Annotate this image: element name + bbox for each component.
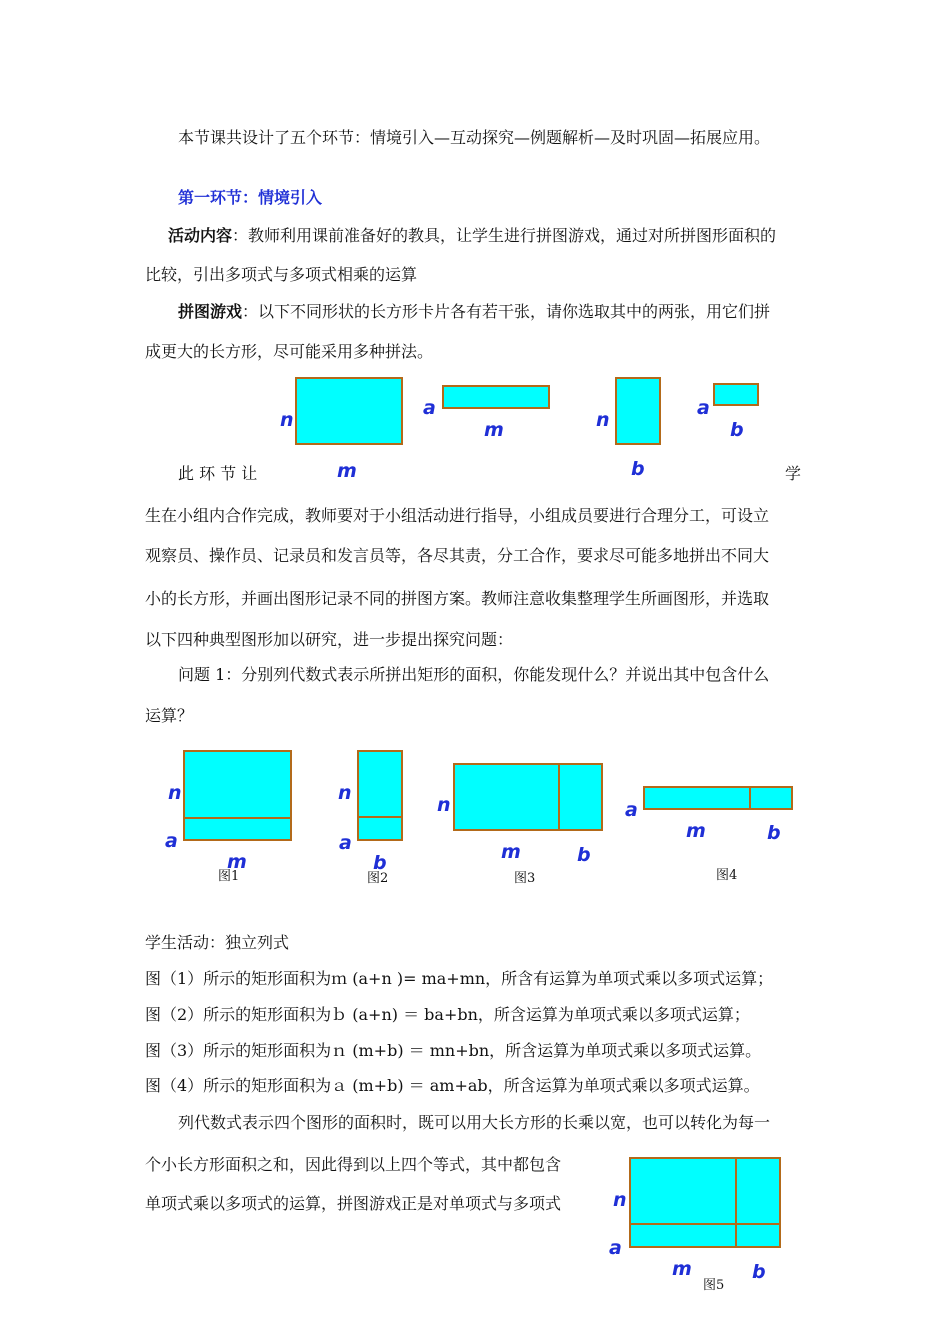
fig4-rect (643, 786, 793, 810)
equation-2: 图（2）所示的矩形面积为ｂ (a+n) ＝ ba+bn，所含运算为单项式乘以多项式运算； (145, 1005, 750, 1024)
activity-line-2: 比较，引出多项式与多项式相乘的运算 (145, 265, 418, 284)
card3-bottom-label: b (631, 458, 645, 480)
fig5-m-label: m (672, 1258, 692, 1280)
card-n-by-m (295, 377, 403, 445)
fig3-m-label: m (501, 841, 521, 863)
fig5-divider-h (629, 1223, 781, 1225)
fig3-n-label: n (437, 794, 451, 816)
card2-side-label: a (423, 397, 436, 419)
card1-side-label: n (280, 409, 294, 431)
fig2-rect (357, 750, 403, 841)
card-a-by-m (442, 385, 550, 409)
this-stage-left: 此 环 节 让 (178, 464, 258, 483)
game-text-1: ：以下不同形状的长方形卡片各有若干张，请你选取其中的两张，用它们拼 (242, 302, 771, 321)
fig3-rect (453, 763, 603, 831)
fig3-divider (558, 763, 560, 831)
card-n-by-b (615, 377, 661, 445)
student-activity: 学生活动：独立列式 (145, 933, 290, 952)
fig5-b-label: b (752, 1261, 766, 1283)
fig1-caption: 图1 (218, 869, 240, 884)
equation-1: 图（1）所示的矩形面积为ｍ (a+n )= ma+mn，所含有运算为单项式乘以多项式运算； (145, 969, 774, 988)
card-a-by-b (713, 383, 759, 406)
conclusion-line-3: 单项式乘以多项式的运算，拼图游戏正是对单项式与多项式 (145, 1194, 562, 1213)
conclusion-line-2: 个小长方形面积之和，因此得到以上四个等式，其中都包含 (145, 1155, 562, 1174)
activity-label: 活动内容 (168, 226, 233, 245)
fig4-a-label: a (625, 799, 638, 821)
question-1a: 问题 1：分别列代数式表示所拼出矩形的面积，你能发现什么？并说出其中包含什么 (178, 665, 770, 684)
activity-text-1: ：教师利用课前准备好的教具，让学生进行拼图游戏，通过对所拼图形面积的 (232, 226, 777, 245)
fig2-caption: 图2 (367, 871, 389, 886)
card2-bottom-label: m (484, 419, 504, 441)
game-label: 拼图游戏 (178, 302, 243, 321)
fig5-divider-v (735, 1157, 737, 1248)
fig3-b-label: b (577, 844, 591, 866)
group-line-4: 以下四种典型图形加以研究，进一步提出探究问题： (145, 630, 514, 649)
section1-title: 第一环节：情境引入 (178, 188, 323, 207)
group-line-2: 观察员、操作员、记录员和发言员等，各尽其责，分工合作，要求尽可能多地拼出不同大 (145, 546, 770, 565)
fig2-b-label: b (373, 852, 387, 874)
fig4-b-label: b (767, 822, 781, 844)
fig1-m-label: m (227, 851, 247, 873)
fig5-caption: 图5 (703, 1278, 725, 1293)
equation-4: 图（4）所示的矩形面积为ａ (m+b) ＝ am+ab，所含运算为单项式乘以多项式运算。 (145, 1076, 760, 1095)
card4-side-label: a (697, 397, 710, 419)
fig1-rect (183, 750, 292, 841)
fig1-a-label: a (165, 830, 178, 852)
fig4-m-label: m (686, 820, 706, 842)
group-line-1: 生在小组内合作完成，教师要对于小组活动进行指导，小组成员要进行合理分工，可设立 (145, 506, 770, 525)
fig2-divider (357, 816, 403, 818)
card3-side-label: n (596, 409, 610, 431)
card1-bottom-label: m (337, 460, 357, 482)
card4-bottom-label: b (730, 419, 744, 441)
group-line-3: 小的长方形，并画出图形记录不同的拼图方案。教师注意收集整理学生所画图形，并选取 (145, 589, 770, 608)
fig5-n-label: n (613, 1189, 627, 1211)
fig4-divider (749, 786, 751, 810)
game-line-2: 成更大的长方形，尽可能采用多种拼法。 (145, 342, 434, 361)
fig1-n-label: n (168, 782, 182, 804)
question-1b: 运算？ (145, 706, 194, 725)
game-line-1 (178, 302, 770, 322)
intro-paragraph: 本节课共设计了五个环节：情境引入—互动探究—例题解析—及时巩固—拓展应用。 (178, 128, 771, 147)
equation-3: 图（3）所示的矩形面积为ｎ (m+b) ＝ mn+bn，所含运算为单项式乘以多项式运算。 (145, 1041, 762, 1060)
conclusion-line-1: 列代数式表示四个图形的面积时，既可以用大长方形的长乘以宽，也可以转化为每一 (178, 1113, 771, 1132)
activity-line-1 (168, 226, 776, 246)
fig2-n-label: n (338, 782, 352, 804)
fig5-a-label: a (609, 1237, 622, 1259)
fig5-rect (629, 1157, 781, 1248)
fig1-divider (183, 817, 292, 819)
fig3-caption: 图3 (514, 871, 536, 886)
fig2-a-label: a (339, 832, 352, 854)
fig4-caption: 图4 (716, 868, 738, 883)
this-stage-right: 学 (785, 464, 802, 483)
